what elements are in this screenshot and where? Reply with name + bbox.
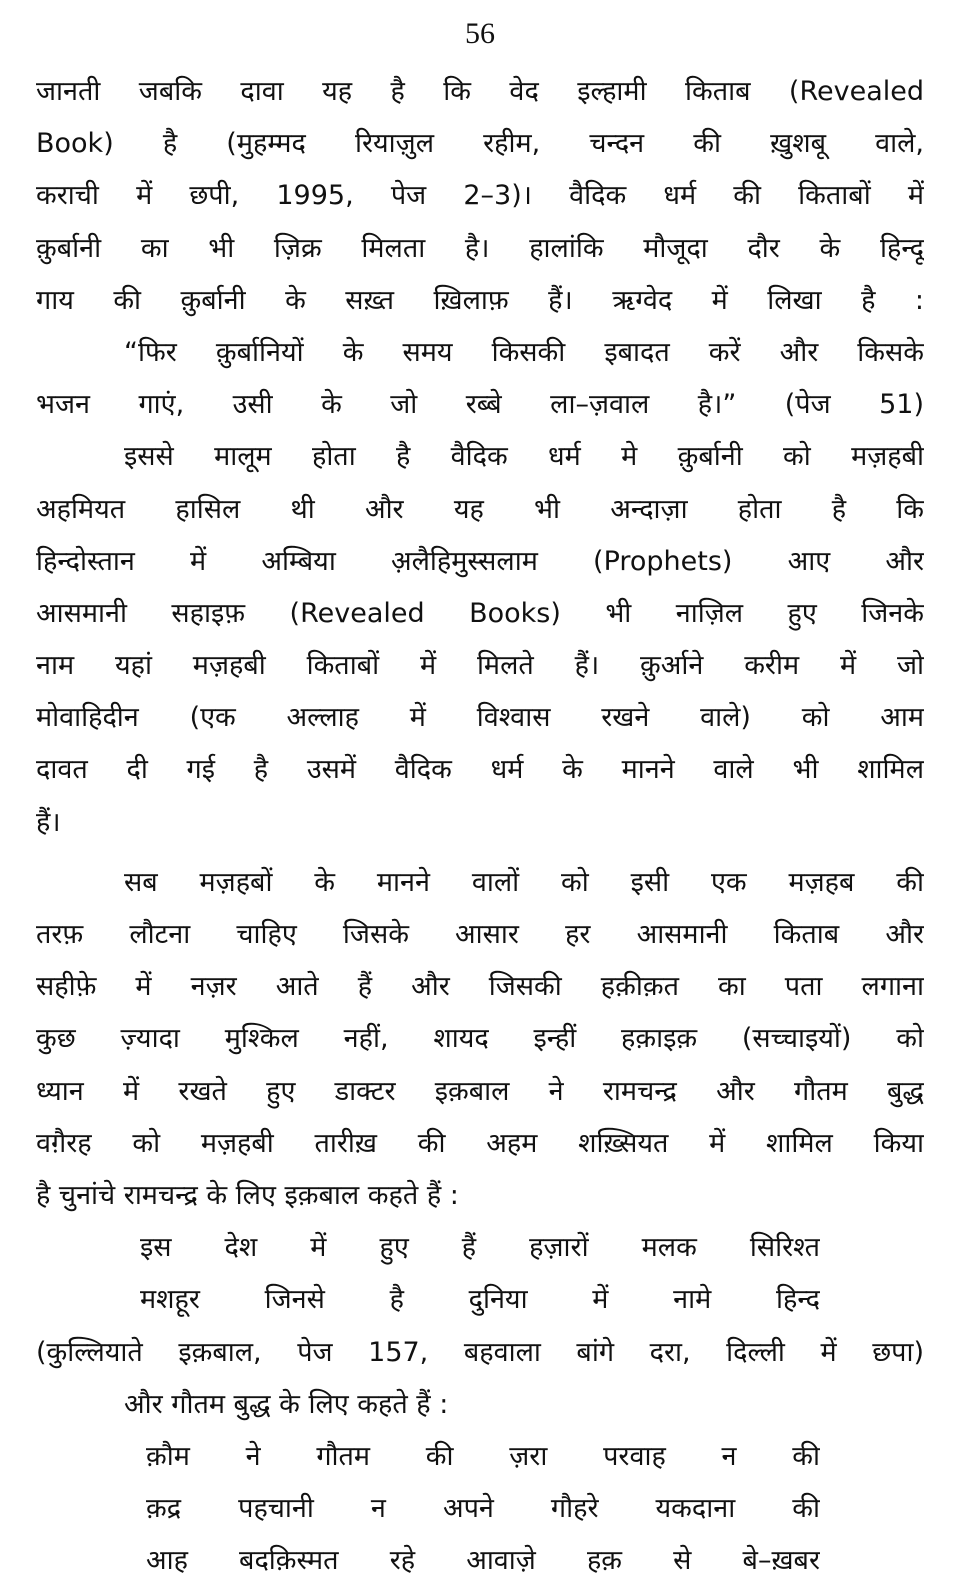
text-line: मोवाहिदीन (एक अल्लाह में विश्वास रखने वाले) को आम — [36, 702, 924, 734]
quote-line: “फिर क़ुर्बानियों के समय किसकी इबादत करें और किसके — [124, 336, 924, 368]
text-line: नाम यहां मज़हबी किताबों में मिलते हैं। क़ुर्आने करीम में जो — [36, 650, 924, 682]
paragraph-first-line: इससे मालूम होता है वैदिक धर्म मे क़ुर्बानी को मज़हबी — [124, 441, 924, 473]
verse-line: क़द्र पहचानी न अपने गौहरे यकदाना की — [146, 1493, 820, 1525]
text-line: वग़ैरह को मज़हबी तारीख़ की अहम शख़्सियत में शामिल किया — [36, 1127, 924, 1159]
text-line: तरफ़ लौटना चाहिए जिसके आसार हर आसमानी किताब और — [36, 919, 924, 950]
text-line: Book) है (मुहम्मद रियाज़ुल रहीम, चन्दन की ख़ुशबू वाले, — [36, 128, 924, 160]
text-line: गाय की क़ुर्बानी के सख़्त ख़िलाफ़ हैं। ऋग्वेद में लिखा है : — [36, 284, 924, 316]
text-line: है चुनांचे रामचन्द्र के लिए इक़बाल कहते हैं : — [36, 1179, 459, 1211]
text-line: आसमानी सहाइफ़ (Revealed Books) भी नाज़िल हुए जिनके — [36, 597, 924, 629]
text-line: और गौतम बुद्ध के लिए कहते हैं : — [124, 1388, 449, 1420]
verse-line: इस देश में हुए हैं हज़ारों मलक सिरिश्त — [140, 1232, 820, 1264]
paragraph-first-line: सब मज़हबों के मानने वालों को इसी एक मज़हब की — [124, 866, 924, 898]
text-line: हैं। — [36, 806, 61, 838]
text-line: सहीफ़े में नज़र आते हैं और जिसकी हक़ीक़त का पता लगाना — [36, 971, 924, 1003]
verse-line: आह बदक़िस्मत रहे आवाज़े हक़ से बे–ख़बर — [146, 1545, 820, 1577]
text-line: जानती जबकि दावा यह है कि वेद इल्हामी किताब (Revealed — [36, 76, 924, 107]
text-line: कुछ ज़्यादा मुश्किल नहीं, शायद इन्हीं हक़ाइक़ (सच्चाइयों) को — [36, 1023, 924, 1055]
text-line: क़ुर्बानी का भी ज़िक्र मिलता है। हालांकि मौजूदा दौर के हिन्दू — [36, 232, 924, 264]
verse-line: क़ौम ने गौतम की ज़रा परवाह न की — [146, 1440, 820, 1472]
page-number: 56 — [465, 17, 495, 50]
body-text — [36, 66, 924, 1587]
text-line: कराची में छपी, 1995, पेज 2–3)। वैदिक धर्म की किताबों में — [36, 180, 924, 212]
quote-line: भजन गाएं, उसी के जो रब्बे ला–ज़वाल है।” (पेज 51) — [36, 389, 924, 421]
text-line: दावत दी गई है उसमें वैदिक धर्म के मानने वाले भी शामिल — [36, 754, 924, 786]
text-line: हिन्दोस्तान में अम्बिया अ़लैहिमुस्सलाम (Prophets) आए और — [36, 545, 924, 577]
text-line: अहमियत हासिल थी और यह भी अन्दाज़ा होता है कि — [36, 493, 924, 525]
verse-line: मशहूर जिनसे है दुनिया में नामे हिन्द — [140, 1284, 820, 1316]
citation-line: (कुल्लियाते इक़बाल, पेज 157, बहवाला बांगे दरा, दिल्ली में छपा) — [36, 1336, 924, 1368]
text-line: ध्यान में रखते हुए डाक्टर इक़बाल ने रामचन्द्र और गौतम बुद्ध — [36, 1075, 924, 1107]
